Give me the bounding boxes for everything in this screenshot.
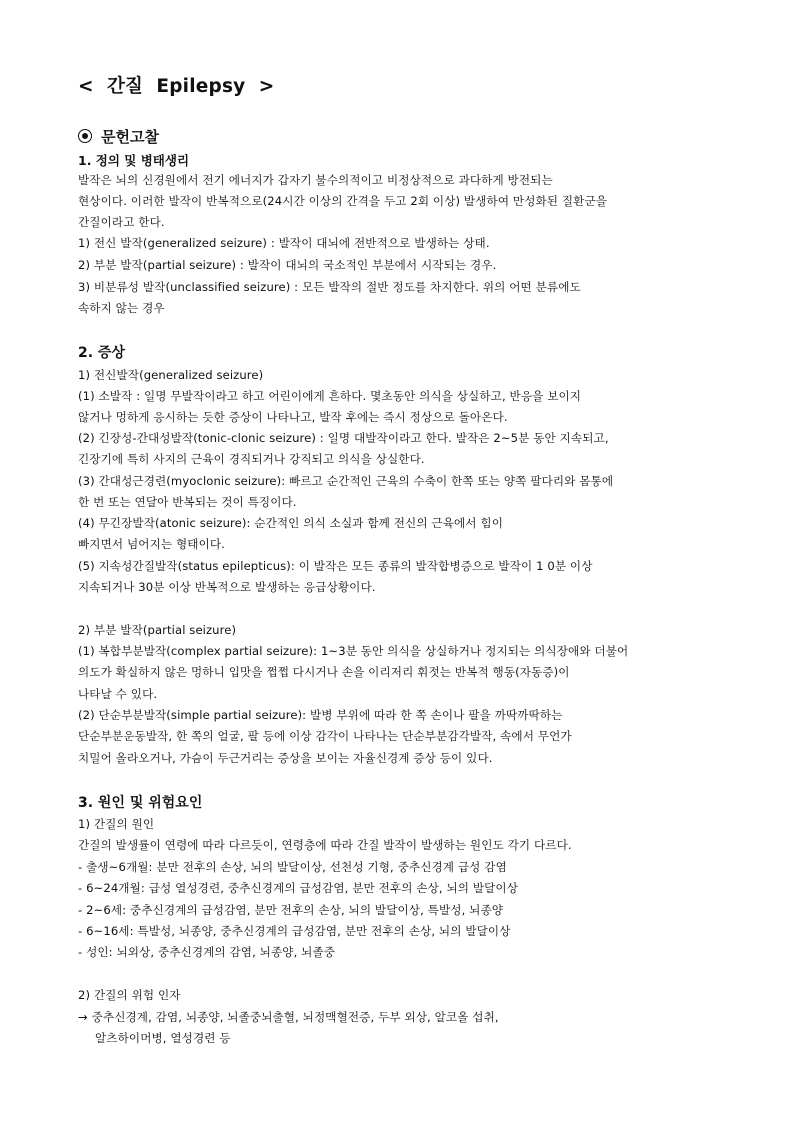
paragraph-line: 의도가 확실하지 않은 멍하니 입맛을 쩝쩝 다시거나 손을 이리저리 휘젓는 반복적 행동(자동증)이 <box>78 665 570 679</box>
paragraph-line: 않거나 멍하게 응시하는 듯한 증상이 나타나고, 발작 후에는 즉시 정상으로 돌아온다. <box>78 410 508 424</box>
heading-definition: 1. 정의 및 병태생리 <box>78 153 190 168</box>
paragraph-line: 지속되거나 30분 이상 반복적으로 발생하는 응급상황이다. <box>78 580 376 594</box>
paragraph-line: → 중추신경계, 감염, 뇌종양, 뇌졸중뇌출혈, 뇌정맥혈전증, 두부 외상, 알코올 섭취, <box>78 1010 499 1024</box>
paragraph-line: 1) 전신 발작(generalized seizure) : 발작이 대뇌에 전반적으로 발생하는 상태. <box>78 236 490 250</box>
paragraph-line: 나타날 수 있다. <box>78 687 158 701</box>
paragraph-line: 치밀어 올라오거나, 가슴이 두근거리는 증상을 보이는 자율신경계 증상 등이 있다. <box>78 751 493 765</box>
paragraph-line: 알츠하이머병, 열성경련 등 <box>95 1031 231 1045</box>
paragraph-line: (3) 간대성근경련(myoclonic seizure): 빠르고 순간적인 근육의 수축이 한쪽 또는 양쪽 팔다리와 몸통에 <box>78 474 614 488</box>
paragraph-line: (2) 긴장성-간대성발작(tonic-clonic seizure) : 일명 대발작이라고 한다. 발작은 2~5분 동안 지속되고, <box>78 431 609 445</box>
paragraph-line: 발작은 뇌의 신경원에서 전기 에너지가 갑자기 불수의적이고 비정상적으로 과다하게 방전되는 <box>78 173 553 187</box>
paragraph-line: 속하지 않는 경우 <box>78 301 165 315</box>
section-literature-review <box>78 126 159 147</box>
paragraph-line: 2) 간질의 위험 인자 <box>78 988 181 1002</box>
bullet-circle-icon <box>78 129 92 143</box>
paragraph-line: - 성인: 뇌외상, 중추신경계의 감염, 뇌종양, 뇌졸중 <box>78 945 336 959</box>
paragraph-line: (1) 소발작 : 일명 무발작이라고 하고 어린이에게 흔하다. 몇초동안 의식을 상실하고, 반응을 보이지 <box>78 389 582 403</box>
paragraph-line: (5) 지속성간질발작(status epilepticus): 이 발작은 모든 종류의 발작합병증으로 발작이 1 0분 이상 <box>78 559 593 573</box>
paragraph-line: - 6~16세: 특발성, 뇌종양, 중추신경계의 급성감염, 분만 전후의 손상, 뇌의 발달이상 <box>78 924 511 938</box>
paragraph-line: 빠지면서 넘어지는 형태이다. <box>78 537 225 551</box>
paragraph-line: 2) 부분 발작(partial seizure) <box>78 623 237 637</box>
paragraph-line: 긴장기에 특히 사지의 근육이 경직되거나 강직되고 의식을 상실한다. <box>78 452 425 466</box>
paragraph-line: 3) 비분류성 발작(unclassified seizure) : 모든 발작의 절반 정도를 차지한다. 위의 어떤 분류에도 <box>78 280 581 294</box>
paragraph-line: 1) 간질의 원인 <box>78 817 155 831</box>
paragraph-line: 간질의 발생률이 연령에 따라 다르듯이, 연령층에 따라 간질 발작이 발생하는 원인도 각기 다르다. <box>78 838 572 852</box>
paragraph-line: 단순부분운동발작, 한 쪽의 얼굴, 팔 등에 이상 감각이 나타나는 단순부분감각발작, 속에서 무언가 <box>78 729 572 743</box>
paragraph-line: 현상이다. 이러한 발작이 반복적으로(24시간 이상의 간격을 두고 2회 이상) 발생하여 만성화된 질환군을 <box>78 194 608 208</box>
section-literature-review-label: 문헌고찰 <box>101 128 159 146</box>
paragraph-line: (1) 복합부분발작(complex partial seizure): 1~3분 동안 의식을 상실하거나 정지되는 의식장애와 더불어 <box>78 644 629 658</box>
heading-symptoms: 2. 증상 <box>78 345 125 361</box>
heading-causes: 3. 원인 및 위험요인 <box>78 795 203 811</box>
paragraph-line: - 출생~6개월: 분만 전후의 손상, 뇌의 발달이상, 선천성 기형, 중추신경계 급성 감염 <box>78 860 507 874</box>
paragraph-line: 간질이라고 한다. <box>78 215 165 229</box>
paragraph-line: (2) 단순부분발작(simple partial seizure): 발병 부위에 따라 한 쪽 손이나 팔을 까딱까딱하는 <box>78 708 563 722</box>
document-title: < 간질 Epilepsy > <box>78 76 275 97</box>
paragraph-line: - 2~6세: 중추신경계의 급성감염, 분만 전후의 손상, 뇌의 발달이상, 특발성, 뇌종양 <box>78 903 504 917</box>
paragraph-line: - 6~24개월: 급성 열성경련, 중추신경계의 급성감염, 분만 전후의 손상, 뇌의 발달이상 <box>78 881 519 895</box>
paragraph-line: 한 번 또는 연달아 반복되는 것이 특징이다. <box>78 495 297 509</box>
paragraph-line: (4) 무긴장발작(atonic seizure): 순간적인 의식 소실과 함께 전신의 근육에서 힘이 <box>78 516 503 530</box>
paragraph-line: 1) 전신발작(generalized seizure) <box>78 368 264 382</box>
paragraph-line: 2) 부분 발작(partial seizure) : 발작이 대뇌의 국소적인 부분에서 시작되는 경우. <box>78 258 497 272</box>
